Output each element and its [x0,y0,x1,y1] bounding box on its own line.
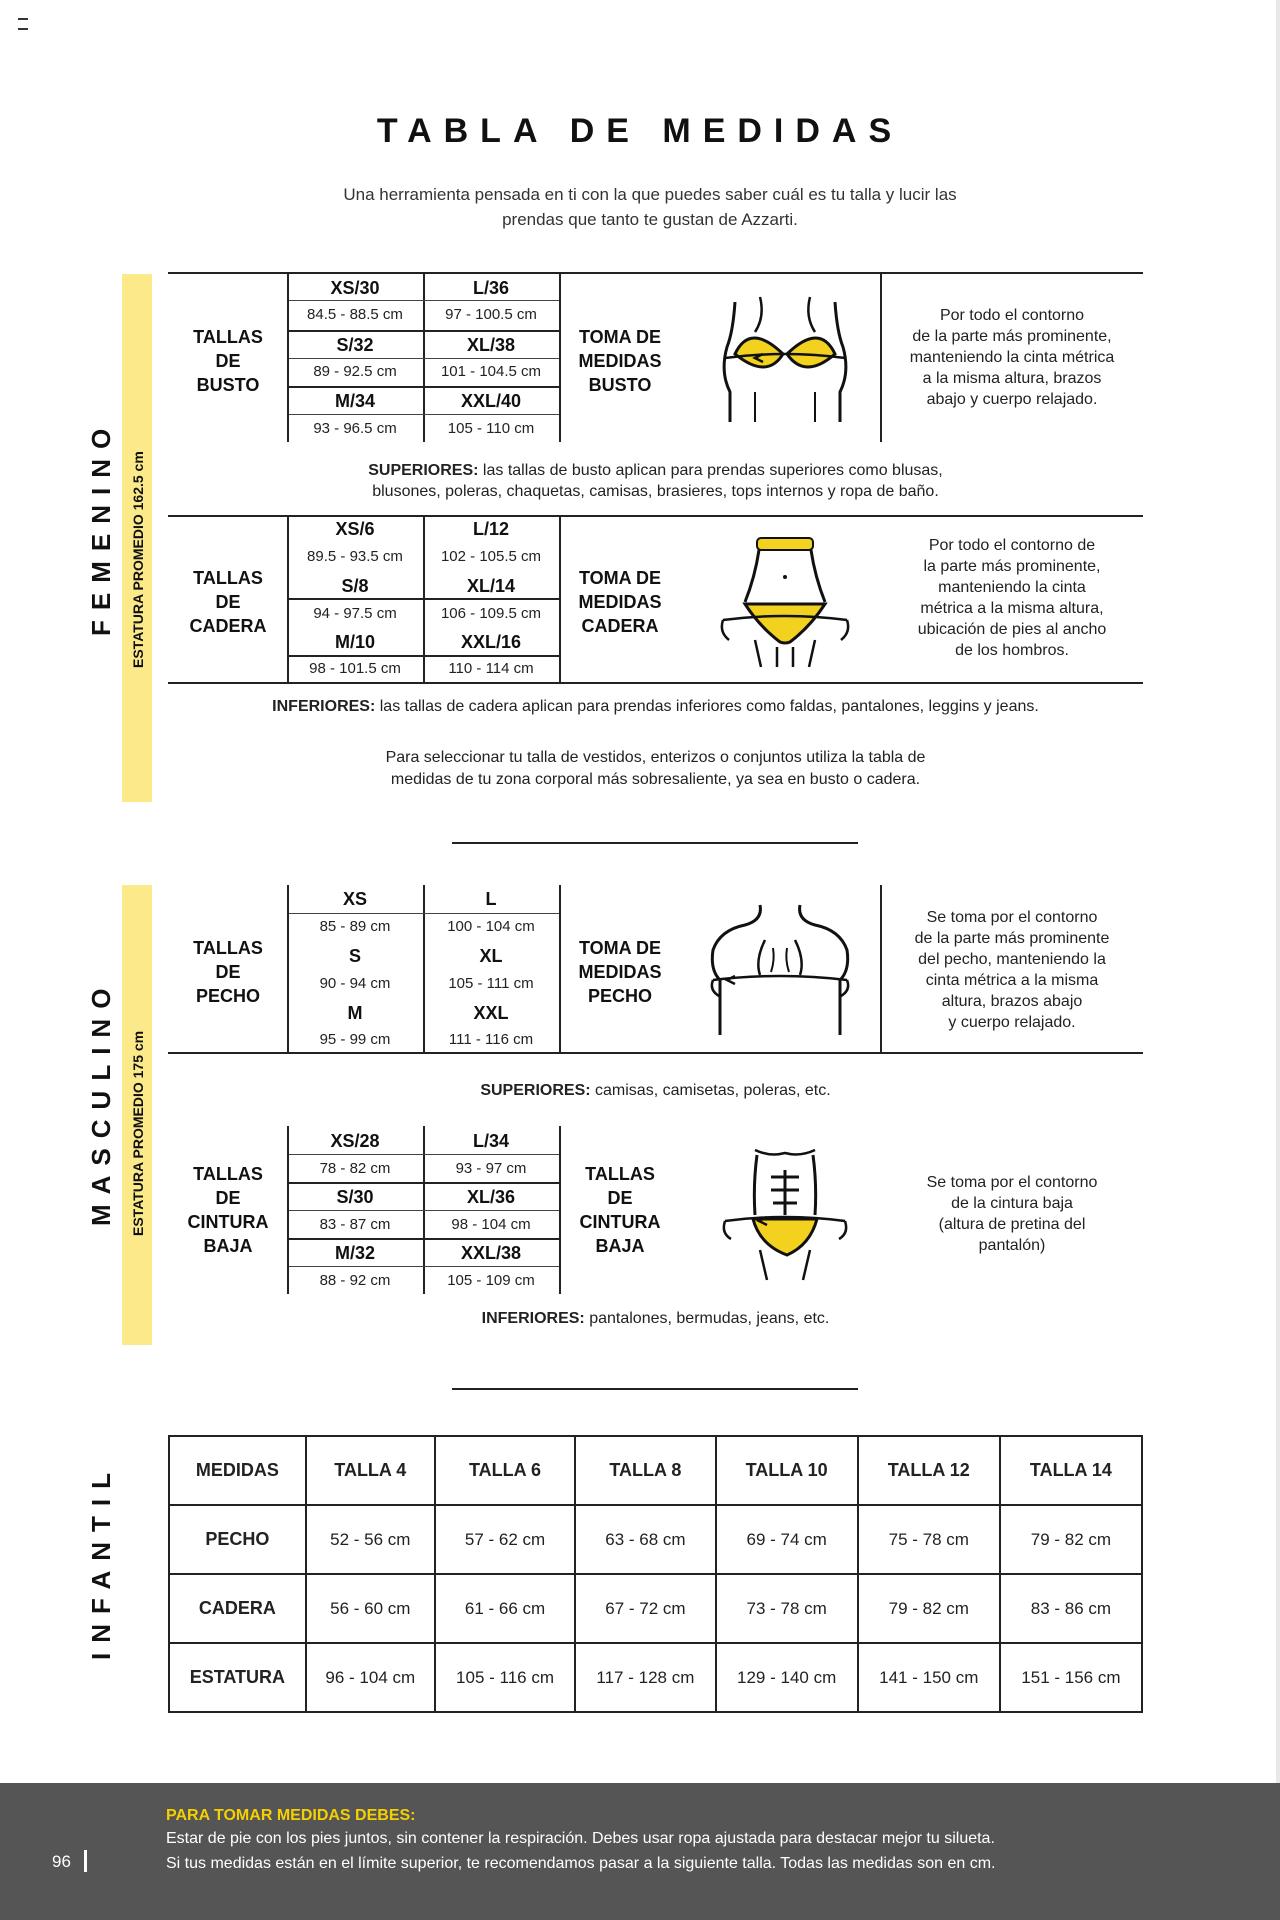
size-cell: XS/28 [330,1131,380,1151]
cintura-toma-label: TALLAS DE CINTURA BAJA [579,1164,661,1256]
divider [880,885,882,1052]
size-cell: XL/38 [466,335,516,355]
bust-figure-icon [715,292,855,432]
waist-figure-icon [715,1145,855,1285]
size-cell: S/32 [336,335,374,355]
page-number-divider [84,1850,87,1872]
busto-description: Por todo el contorno de la parte más prominente, manteniendo la cinta métrica a la misma altura, brazos abajo y cuerpo relajado. [909,307,1115,408]
divider [289,655,559,657]
size-cell: M/32 [334,1243,376,1263]
range-cell: 85 - 89 cm [319,918,391,935]
infantil-section-label: INFANTIL [86,1463,116,1660]
footer-heading: PARA TOMAR MEDIDAS DEBES: [166,1807,416,1824]
range-cell: 106 - 109.5 cm [440,605,542,622]
range-cell: 100 - 104 cm [447,918,535,935]
range-cell: 111 - 116 cm [448,1031,534,1048]
divider [289,414,559,415]
table-cell: 83 - 86 cm [1000,1574,1142,1643]
divider [880,272,882,442]
divider [289,1154,559,1155]
divider [289,330,559,332]
footer-line: Si tus medidas están en el límite superior, te recomendamos pasar a la siguiente talla. Todas las medidas son en cm. [166,1855,996,1872]
size-cell: XXL [473,1003,509,1023]
table-header-cell: MEDIDAS [169,1436,306,1505]
table-row [169,1643,1142,1712]
range-cell: 105 - 109 cm [447,1272,535,1289]
range-cell: 95 - 99 cm [319,1031,391,1048]
infantil-size-table [168,1435,1143,1713]
divider [423,885,425,1052]
divider [289,300,559,301]
table-row [169,1574,1142,1643]
vestidos-note: Para seleccionar tu talla de vestidos, enterizos o conjuntos utiliza la tabla de medidas de tu zona corporal más sobresaliente, ya sea en busto o cadera. [385,749,926,788]
table-cell: 52 - 56 cm [306,1505,435,1574]
size-cell: XL/36 [466,1187,516,1207]
size-cell: XL [479,946,503,966]
table-header-row [169,1436,1142,1505]
range-cell: 97 - 100.5 cm [445,306,537,323]
divider [289,358,559,359]
pecho-description: Se toma por el contorno de la parte más prominente del pecho, manteniendo la cinta métrica a la misma altura, brazos abajo y cuerpo relajado. [914,909,1110,1031]
divider [289,913,559,914]
footer-line: Estar de pie con los pies juntos, sin contener la respiración. Debes usar ropa ajustada para destacar mejor tu silueta. [166,1830,995,1847]
divider [168,1052,1143,1054]
divider [559,1126,561,1294]
table-cell: 105 - 116 cm [435,1643,575,1712]
table-cell: 129 - 140 cm [716,1643,858,1712]
menu-icon[interactable] [18,18,28,30]
divider [559,272,561,442]
range-cell: 89.5 - 93.5 cm [307,548,403,565]
range-cell: 89 - 92.5 cm [313,363,397,380]
divider [289,386,559,388]
divider [289,1182,559,1184]
pecho-toma-label: TOMA DE MEDIDAS PECHO [578,938,662,1006]
pecho-label: TALLAS DE PECHO [193,938,263,1006]
cadera-description: Por todo el contorno de la parte más prominente, manteniendo la cinta métrica a la misma altura, ubicación de pies al ancho de los hombros. [917,537,1107,659]
page-subtitle: Una herramienta pensada en ti con la que puedes saber cuál es tu talla y lucir las prendas que tanto te gustan de Azzarti. [343,185,957,229]
size-cell: L [485,889,497,909]
table-cell: 69 - 74 cm [716,1505,858,1574]
range-cell: 88 - 92 cm [319,1272,391,1289]
table-cell: 141 - 150 cm [858,1643,1000,1712]
range-cell: 98 - 101.5 cm [309,660,401,677]
range-cell: 94 - 97.5 cm [313,605,397,622]
table-cell: 67 - 72 cm [575,1574,715,1643]
divider [289,1238,559,1240]
chest-figure-icon [705,900,855,1040]
table-cell: 75 - 78 cm [858,1505,1000,1574]
busto-toma-label: TOMA DE MEDIDAS BUSTO [578,327,662,395]
busto-label: TALLAS DE BUSTO [193,327,263,395]
divider [168,272,1143,274]
table-cell: 63 - 68 cm [575,1505,715,1574]
section-divider [452,1388,858,1390]
range-cell: 83 - 87 cm [319,1216,391,1233]
size-cell: XS/6 [335,519,375,539]
table-cell: 57 - 62 cm [435,1505,575,1574]
range-cell: 90 - 94 cm [319,975,391,992]
table-header-cell: TALLA 14 [1000,1436,1142,1505]
divider [287,885,289,1052]
page-title: TABLA DE MEDIDAS [376,112,904,150]
size-cell: S/30 [336,1187,374,1207]
table-cell: 79 - 82 cm [858,1574,1000,1643]
size-cell: M/10 [334,632,376,652]
table-cell: 117 - 128 cm [575,1643,715,1712]
size-cell: M [347,1003,363,1023]
size-cell: XL/14 [466,576,516,596]
table-cell: 56 - 60 cm [306,1574,435,1643]
inferiores-masculino-note: INFERIORES: pantalones, bermudas, jeans, etc. [481,1310,830,1327]
size-cell: M/34 [334,391,376,411]
range-cell: 101 - 104.5 cm [440,363,542,380]
size-cell: L/36 [472,278,510,298]
range-cell: 98 - 104 cm [451,1216,531,1233]
table-header-cell: TALLA 8 [575,1436,715,1505]
cintura-description: Se toma por el contorno de la cintura baja (altura de pretina del pantalón) [926,1174,1098,1254]
footer-panel [0,1783,1280,1920]
masculino-section-label: MASCULINO [86,978,116,1226]
table-cell: 96 - 104 cm [306,1643,435,1712]
row-header-cell: ESTATURA [169,1643,306,1712]
size-cell: S [348,946,361,966]
size-cell: XS [342,889,367,909]
range-cell: 105 - 110 cm [447,420,535,437]
table-cell: 73 - 78 cm [716,1574,858,1643]
range-cell: 93 - 96.5 cm [313,420,397,437]
cintura-label: TALLAS DE CINTURA BAJA [187,1164,269,1256]
divider [168,515,1143,517]
size-cell: L/12 [472,519,510,539]
superiores-masculino-note: SUPERIORES: camisas, camisetas, poleras, etc. [480,1082,831,1099]
table-header-cell: TALLA 4 [306,1436,435,1505]
table-header-cell: TALLA 12 [858,1436,1000,1505]
cadera-toma-label: TOMA DE MEDIDAS CADERA [578,568,662,636]
page-edge [1276,0,1280,1920]
size-cell: XXL/16 [460,632,522,652]
size-cell: S/8 [341,576,369,596]
divider [559,885,561,1052]
row-header-cell: PECHO [169,1505,306,1574]
range-cell: 110 - 114 cm [448,660,534,677]
inferiores-note: INFERIORES: las tallas de cadera aplican para prendas inferiores como faldas, pantalones, leggins y jeans. [272,698,1039,715]
range-cell: 93 - 97 cm [455,1160,527,1177]
masculino-height-label: ESTATURA PROMEDIO 175 cm [130,1030,146,1236]
size-cell: XS/30 [330,278,380,298]
superiores-note: SUPERIORES: las tallas de busto aplican para prendas superiores como blusas, blusones, poleras, chaquetas, camisas, brasieres, tops internos y ropa de baño. [368,462,943,500]
table-row [169,1505,1142,1574]
table-cell: 61 - 66 cm [435,1574,575,1643]
table-header-cell: TALLA 6 [435,1436,575,1505]
range-cell: 105 - 111 cm [448,975,534,992]
divider [289,598,559,600]
hip-figure-icon [715,532,855,672]
divider [289,1266,559,1267]
range-cell: 78 - 82 cm [319,1160,391,1177]
size-cell: L/34 [472,1131,510,1151]
cadera-label: TALLAS DE CADERA [189,568,267,636]
femenino-height-label: ESTATURA PROMEDIO 162.5 cm [130,451,146,668]
table-header-cell: TALLA 10 [716,1436,858,1505]
divider [168,682,1143,684]
range-cell: 102 - 105.5 cm [440,548,542,565]
size-cell: XXL/38 [460,1243,522,1263]
section-divider [452,842,858,844]
femenino-section-label: FEMENINO [86,418,116,636]
page-number: 96 [52,1852,71,1871]
table-cell: 151 - 156 cm [1000,1643,1142,1712]
table-cell: 79 - 82 cm [1000,1505,1142,1574]
range-cell: 84.5 - 88.5 cm [307,306,403,323]
divider [559,515,561,682]
row-header-cell: CADERA [169,1574,306,1643]
divider [289,1210,559,1211]
size-cell: XXL/40 [460,391,522,411]
